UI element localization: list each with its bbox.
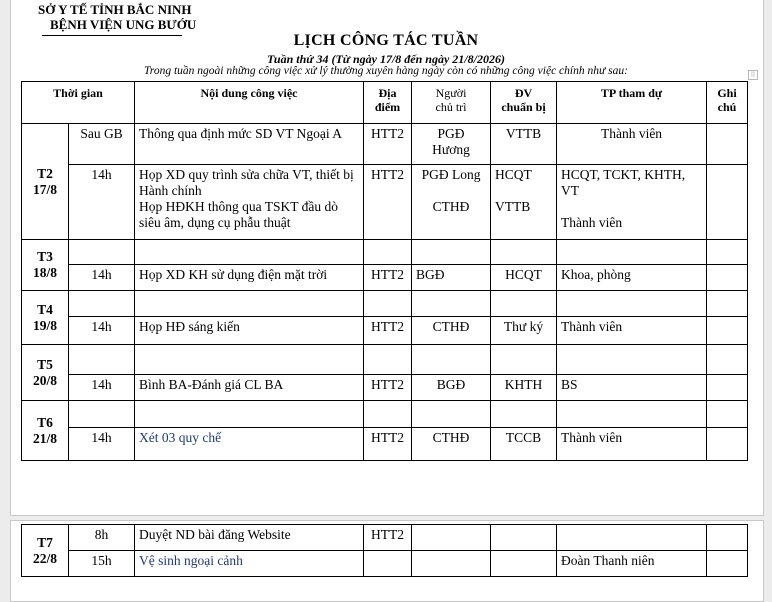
cell-host (412, 525, 491, 551)
table-row (22, 375, 748, 401)
header-time: Thời gian (22, 82, 135, 124)
cell-note (707, 551, 748, 577)
cell-note (707, 428, 748, 461)
cell-attend: Đoàn Thanh niên (557, 551, 707, 577)
cell-prep: TCCB (491, 428, 557, 461)
table-row (22, 551, 748, 577)
table-row-blank (22, 240, 748, 265)
cell-note (707, 165, 748, 240)
cell-host: CTHĐ (412, 317, 491, 345)
day-cell-t5: T5 20/8 (22, 345, 69, 401)
cell-content: Thông qua định mức SD VT Ngoại A (135, 124, 364, 165)
page-title: LỊCH CÔNG TÁC TUẦN (293, 32, 479, 49)
intro-text: Trong tuần ngoài những công việc xử lý thường xuyên hàng ngày còn có những công việc chính như sau: (144, 65, 628, 77)
cell-content: Họp XD quy trình sửa chữa VT, thiết bị Hành chính Họp HĐKH thông qua TSKT đầu dò siêu âm, dụng cụ phẫu thuật (135, 165, 364, 240)
cell-attend: Khoa, phòng (557, 265, 707, 291)
header-prep: ĐV chuẩn bị (491, 82, 557, 124)
cell-prep (491, 551, 557, 577)
cell-time: 14h (69, 428, 135, 461)
cell-prep: HCQT VTTB (491, 165, 557, 240)
cell-place: HTT2 (364, 265, 412, 291)
table-row-blank (22, 291, 748, 317)
schedule-table (21, 81, 748, 461)
cell-time: 8h (69, 525, 135, 551)
table-row (22, 265, 748, 291)
day-cell-t2: T2 17/8 (22, 124, 69, 240)
org-name-line1: SỞ Y TẾ TỈNH BẮC NINH (38, 2, 192, 17)
cell-content: Xét 03 quy chế (135, 428, 364, 461)
cell-host (412, 551, 491, 577)
cell-place: HTT2 (364, 525, 412, 551)
cell-content: Họp HĐ sáng kiến (135, 317, 364, 345)
cell-place: HTT2 (364, 124, 412, 165)
table-row (22, 525, 748, 551)
cell-attend: Thành viên (557, 124, 707, 165)
cell-host: BGĐ (412, 375, 491, 401)
cell-prep (491, 525, 557, 551)
cell-time: 14h (69, 265, 135, 291)
cell-note (707, 317, 748, 345)
table-row-blank (22, 401, 748, 428)
cell-content: Bình BA-Đánh giá CL BA (135, 375, 364, 401)
header-content: Nội dung công việc (135, 82, 364, 124)
table-resize-handle[interactable]: ⠿ (748, 70, 758, 80)
cell-host: CTHĐ (412, 428, 491, 461)
cell-prep: VTTB (491, 124, 557, 165)
cell-place: HTT2 (364, 165, 412, 240)
day-cell-t6: T6 21/8 (22, 401, 69, 461)
cell-time: 15h (69, 551, 135, 577)
header-note: Ghi chú (707, 82, 748, 124)
table-row (22, 124, 748, 165)
cell-time: 14h (69, 317, 135, 345)
table-row-blank (22, 345, 748, 375)
cell-note (707, 265, 748, 291)
cell-host: PGĐ Long CTHĐ (412, 165, 491, 240)
day-cell-t3: T3 18/8 (22, 240, 69, 291)
table-row (22, 317, 748, 345)
header-host: Người chủ trì (412, 82, 491, 124)
cell-place: HTT2 (364, 375, 412, 401)
page-subtitle: Tuần thứ 34 (Từ ngày 17/8 đến ngày 21/8/2026) (267, 52, 505, 66)
schedule-table-continued (21, 524, 748, 577)
table-row (22, 428, 748, 461)
cell-time: Sau GB (69, 124, 135, 165)
cell-content: Vệ sinh ngoại cảnh (135, 551, 364, 577)
table-row (22, 165, 748, 240)
cell-prep: Thư ký (491, 317, 557, 345)
cell-attend: Thành viên (557, 428, 707, 461)
cell-content: Họp XD KH sử dụng điện mặt trời (135, 265, 364, 291)
cell-host: BGĐ (412, 265, 491, 291)
cell-note (707, 525, 748, 551)
cell-host: PGĐ Hương (412, 124, 491, 165)
cell-prep: KHTH (491, 375, 557, 401)
cell-content: Duyệt ND bài đăng Website (135, 525, 364, 551)
header-attend: TP tham dự (557, 82, 707, 124)
org-name-line2: BỆNH VIỆN UNG BƯỚU (50, 17, 197, 32)
header-place: Địa điểm (364, 82, 412, 124)
cell-time: 14h (69, 165, 135, 240)
table-header-row (22, 82, 748, 124)
cell-time: 14h (69, 375, 135, 401)
cell-attend (557, 525, 707, 551)
cell-attend: Thành viên (557, 317, 707, 345)
cell-prep: HCQT (491, 265, 557, 291)
cell-note (707, 124, 748, 165)
cell-place (364, 551, 412, 577)
cell-place: HTT2 (364, 317, 412, 345)
cell-attend: BS (557, 375, 707, 401)
cell-place: HTT2 (364, 428, 412, 461)
cell-note (707, 375, 748, 401)
day-cell-t7: T7 22/8 (22, 525, 69, 577)
day-cell-t4: T4 19/8 (22, 291, 69, 345)
cell-attend: HCQT, TCKT, KHTH, VT Thành viên (557, 165, 707, 240)
